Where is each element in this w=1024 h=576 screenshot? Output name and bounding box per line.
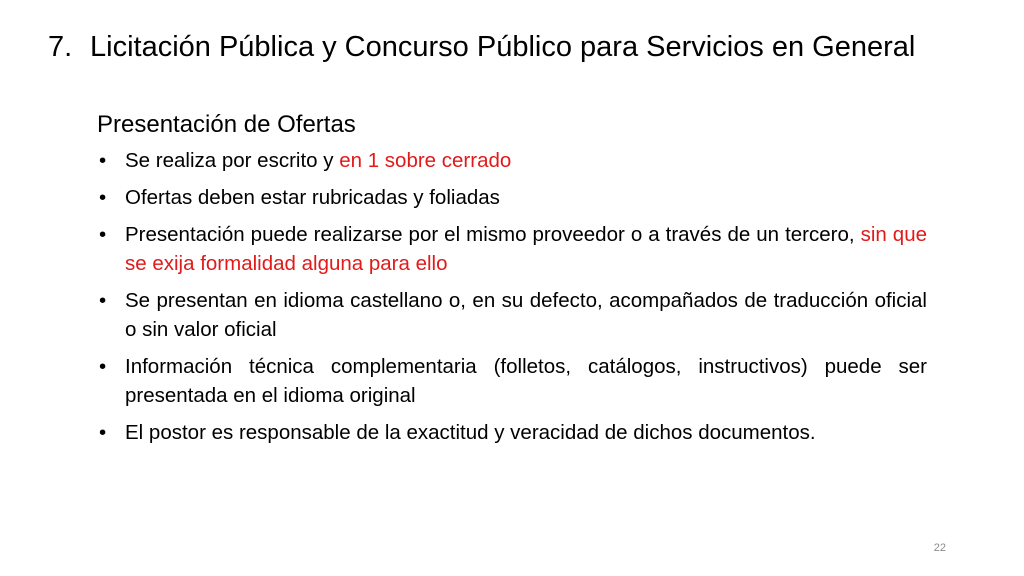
page-number: 22 bbox=[933, 542, 946, 554]
bullet-text: Se presentan en idioma castellano o, en su defecto, acompañados de traducción oficial o sin valor oficial bbox=[125, 289, 927, 341]
bullet-highlight: en 1 sobre cerrado bbox=[339, 149, 512, 172]
bullet-icon: • bbox=[99, 223, 107, 246]
bullet-icon: • bbox=[99, 186, 107, 209]
slide-title bbox=[48, 28, 988, 66]
bullet-item bbox=[97, 286, 927, 344]
title-number: 7. bbox=[48, 31, 73, 63]
bullet-text: Ofertas deben estar rubricadas y foliadas bbox=[125, 186, 500, 209]
bullet-icon: • bbox=[99, 355, 107, 378]
bullet-text: El postor es responsable de la exactitud y veracidad de dichos documentos. bbox=[125, 421, 816, 444]
bullet-text: Información técnica complementaria (folletos, catálogos, instructivos) puede ser presentada en el idioma original bbox=[125, 355, 927, 407]
bullet-text: Se realiza por escrito y bbox=[125, 149, 340, 172]
section-subtitle: Presentación de Ofertas bbox=[97, 111, 356, 138]
bullet-item bbox=[97, 352, 927, 410]
bullet-item bbox=[97, 183, 927, 212]
bullet-item bbox=[97, 146, 927, 175]
bullet-item bbox=[97, 220, 927, 278]
bullet-icon: • bbox=[99, 289, 107, 312]
bullet-text: Presentación puede realizarse por el mismo proveedor o a través de un tercero, bbox=[125, 223, 861, 246]
bullet-highlight: sin que se exija formalidad alguna para ello bbox=[125, 223, 927, 275]
bullet-icon: • bbox=[99, 421, 107, 444]
title-text: Licitación Pública y Concurso Público para Servicios en General bbox=[90, 31, 916, 63]
bullet-icon: • bbox=[99, 149, 107, 172]
bullet-list bbox=[97, 146, 927, 447]
slide-content bbox=[97, 110, 927, 455]
bullet-item bbox=[97, 418, 927, 447]
